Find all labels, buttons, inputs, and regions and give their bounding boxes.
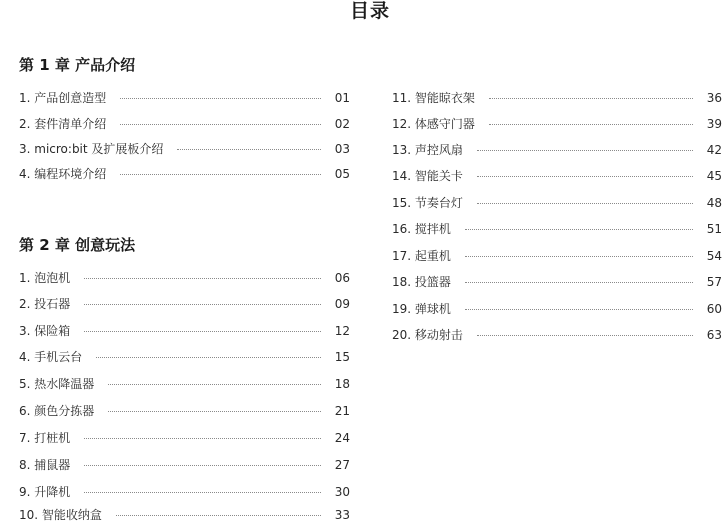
dot-leader <box>177 149 320 150</box>
dot-leader <box>116 515 321 516</box>
toc-entry-page: 15 <box>334 350 350 364</box>
dot-leader <box>120 98 320 99</box>
dot-leader <box>489 124 693 125</box>
toc-entry[interactable] <box>392 219 722 239</box>
toc-entry-label: 5. 热水降温器 <box>19 377 95 391</box>
toc-entry-page: 30 <box>334 485 350 499</box>
toc-entry-page: 03 <box>334 142 350 156</box>
toc-entry[interactable] <box>19 505 350 525</box>
toc-entry-label: 7. 打桩机 <box>19 431 71 445</box>
toc-entry-label: 18. 投篮器 <box>392 275 451 289</box>
toc-entry-page: 42 <box>706 143 722 157</box>
toc-entry-label: 3. micro:bit 及扩展板介绍 <box>19 142 164 156</box>
toc-entry[interactable] <box>392 166 722 186</box>
toc-entry-page: 27 <box>334 458 350 472</box>
toc-entry-page: 39 <box>706 117 722 131</box>
toc-entry-page: 09 <box>334 297 350 311</box>
toc-entry[interactable] <box>19 139 350 159</box>
toc-entry-label: 4. 编程环境介绍 <box>19 167 107 181</box>
toc-entry-label: 16. 搅拌机 <box>392 222 451 236</box>
toc-entry[interactable] <box>19 428 350 448</box>
toc-entry[interactable] <box>19 347 350 367</box>
toc-entry-label: 1. 产品创意造型 <box>19 91 107 105</box>
toc-entry-page: 57 <box>706 275 722 289</box>
toc-entry-label: 12. 体感守门器 <box>392 117 475 131</box>
toc-entry[interactable] <box>19 374 350 394</box>
toc-entry-page: 36 <box>706 91 722 105</box>
toc-entry-page: 06 <box>334 271 350 285</box>
toc-entry-page: 54 <box>706 249 722 263</box>
dot-leader <box>477 203 693 204</box>
dot-leader <box>477 176 693 177</box>
toc-entry-label: 10. 智能收纳盒 <box>19 508 102 522</box>
toc-entry-label: 8. 捕鼠器 <box>19 458 71 472</box>
dot-leader <box>84 304 320 305</box>
dot-leader <box>84 278 320 279</box>
toc-entry-label: 3. 保险箱 <box>19 324 71 338</box>
toc-entry-page: 01 <box>334 91 350 105</box>
toc-entry[interactable] <box>392 272 722 292</box>
toc-entry-label: 19. 弹球机 <box>392 302 451 316</box>
dot-leader <box>120 124 320 125</box>
dot-leader <box>108 411 320 412</box>
toc-entry-page: 12 <box>334 324 350 338</box>
dot-leader <box>96 357 320 358</box>
dot-leader <box>477 335 693 336</box>
toc-entry-label: 1. 泡泡机 <box>19 271 71 285</box>
toc-entry[interactable] <box>392 193 722 213</box>
toc-entry[interactable] <box>392 140 722 160</box>
toc-entry-page: 02 <box>334 117 350 131</box>
page-title: 目录 <box>349 0 390 22</box>
toc-entry-page: 33 <box>334 508 350 522</box>
toc-entry[interactable] <box>392 299 722 319</box>
toc-entry[interactable] <box>392 88 722 108</box>
toc-entry-label: 4. 手机云台 <box>19 350 83 364</box>
dot-leader <box>489 98 693 99</box>
dot-leader <box>120 174 320 175</box>
toc-entry-label: 2. 套件清单介绍 <box>19 117 107 131</box>
chapter-1-title: 第 1 章 产品介绍 <box>19 56 136 74</box>
toc-entry-label: 20. 移动射击 <box>392 328 463 342</box>
toc-entry-label: 14. 智能关卡 <box>392 169 463 183</box>
toc-entry-page: 51 <box>706 222 722 236</box>
toc-entry-page: 60 <box>706 302 722 316</box>
toc-entry-label: 17. 起重机 <box>392 249 451 263</box>
dot-leader <box>108 384 320 385</box>
dot-leader <box>465 229 693 230</box>
toc-entry-page: 45 <box>706 169 722 183</box>
dot-leader <box>84 331 320 332</box>
toc-entry[interactable] <box>19 482 350 502</box>
dot-leader <box>84 465 320 466</box>
toc-entry[interactable] <box>19 164 350 184</box>
chapter-2-title: 第 2 章 创意玩法 <box>19 236 136 254</box>
dot-leader <box>84 438 320 439</box>
toc-entry[interactable] <box>19 321 350 341</box>
toc-entry-page: 48 <box>706 196 722 210</box>
toc-entry-page: 18 <box>334 377 350 391</box>
toc-entry-page: 21 <box>334 404 350 418</box>
toc-entry-label: 15. 节奏台灯 <box>392 196 463 210</box>
toc-entry[interactable] <box>392 325 722 345</box>
toc-entry[interactable] <box>19 268 350 288</box>
toc-entry[interactable] <box>19 401 350 421</box>
dot-leader <box>84 492 320 493</box>
dot-leader <box>477 150 693 151</box>
dot-leader <box>465 256 693 257</box>
toc-entry[interactable] <box>392 246 722 266</box>
toc-entry[interactable] <box>19 88 350 108</box>
toc-entry[interactable] <box>19 455 350 475</box>
toc-entry[interactable] <box>392 114 722 134</box>
toc-entry-label: 13. 声控风扇 <box>392 143 463 157</box>
toc-entry-label: 11. 智能晾衣架 <box>392 91 475 105</box>
toc-entry-label: 9. 升降机 <box>19 485 71 499</box>
toc-entry-label: 2. 投石器 <box>19 297 71 311</box>
dot-leader <box>465 309 693 310</box>
dot-leader <box>465 282 693 283</box>
toc-entry-page: 63 <box>706 328 722 342</box>
toc-entry-page: 24 <box>334 431 350 445</box>
toc-entry[interactable] <box>19 294 350 314</box>
toc-entry-label: 6. 颜色分拣器 <box>19 404 95 418</box>
toc-entry[interactable] <box>19 114 350 134</box>
toc-entry-page: 05 <box>334 167 350 181</box>
